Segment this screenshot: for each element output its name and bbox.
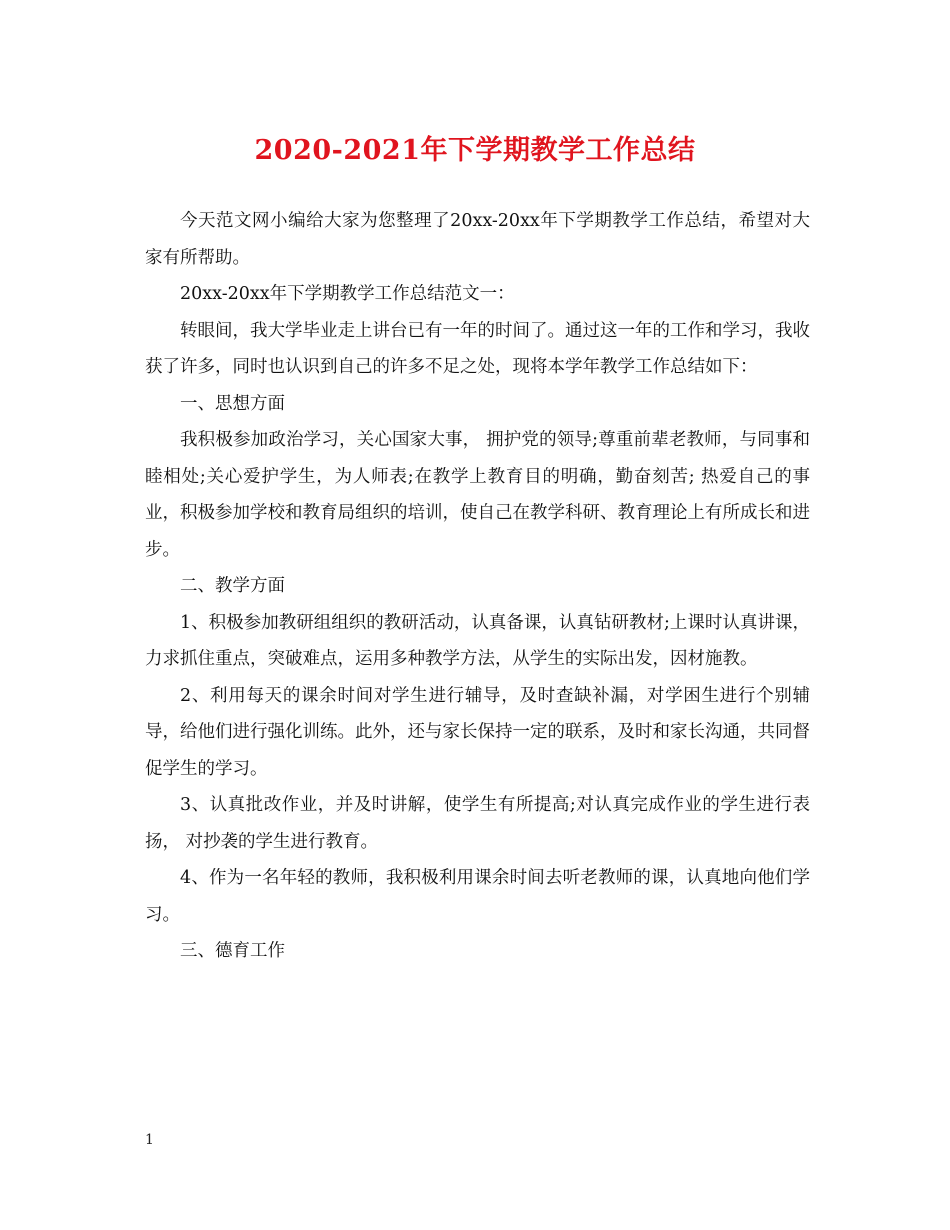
paragraph-teaching-2: 2、利用每天的课余时间对学生进行辅导，及时查缺补漏，对学困生进行个别辅导，给他们进行强化训练。此外，还与家长保持一定的联系，及时和家长沟通，共同督促学生的学习。 xyxy=(145,685,810,779)
document-body xyxy=(145,203,810,970)
paragraph-intro: 今天范文网小编给大家为您整理了20xx-20xx年下学期教学工作总结，希望对大家有所帮助。 xyxy=(145,211,810,268)
section-heading-teaching: 二、教学方面 xyxy=(180,576,285,596)
page-number: 1 xyxy=(145,1132,154,1148)
section-heading-moral: 三、德育工作 xyxy=(180,941,285,961)
paragraph-teaching-3: 3、认真批改作业，并及时讲解，使学生有所提高;对认真完成作业的学生进行表扬， 对抄袭的学生进行教育。 xyxy=(145,795,810,852)
paragraph-opening: 转眼间，我大学毕业走上讲台已有一年的时间了。通过这一年的工作和学习，我收获了许多，同时也认识到自己的许多不足之处，现将本学年教学工作总结如下： xyxy=(145,320,810,377)
paragraph-sample-heading: 20xx-20xx年下学期教学工作总结范文一： xyxy=(180,284,515,304)
section-heading-thought: 一、思想方面 xyxy=(180,393,285,414)
paragraph-teaching-1: 1、积极参加教研组组织的教研活动，认真备课，认真钻研教材;上课时认真讲课，力求抓住重点，突破难点，运用多种教学方法，从学生的实际出发，因材施教。 xyxy=(145,612,810,669)
paragraph-thought: 我积极参加政治学习，关心国家大事， 拥护党的领导;尊重前辈老教师，与同事和睦相处;关心爱护学生，为人师表;在教学上教育目的明确，勤奋刻苦; 热爱自己的事业，积极参加学校和教育局组织的培训，使自己在教学科研、教育理论上有所成长和进步。 xyxy=(145,430,810,560)
paragraph-teaching-4: 4、作为一名年轻的教师，我积极利用课余时间去听老教师的课，认真地向他们学习。 xyxy=(145,868,810,925)
document-title: 2020-2021年下学期教学工作总结 xyxy=(254,135,696,166)
